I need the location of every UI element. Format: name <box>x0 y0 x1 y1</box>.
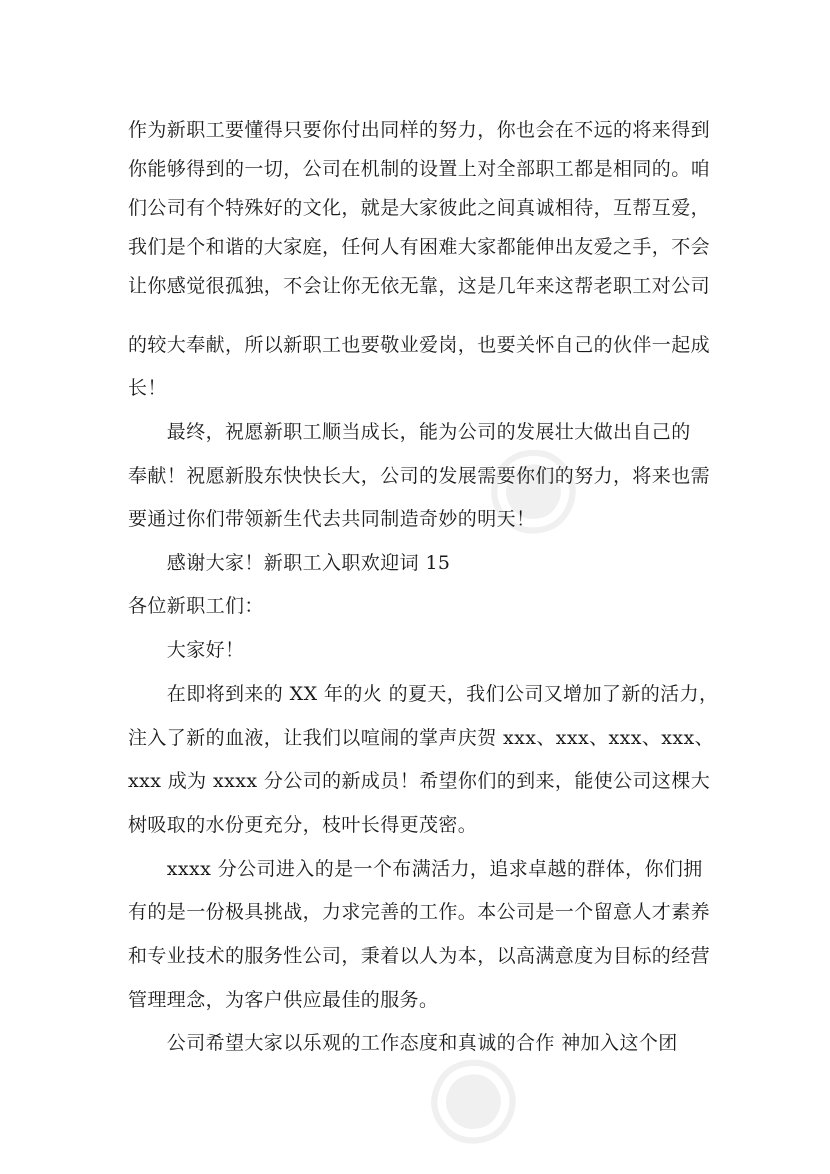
text-line: 管理理念，为客户供应最佳的服务。 <box>128 989 439 1011</box>
text-line: 各位新职工们： <box>128 595 264 617</box>
text-line: 最终，祝愿新职工顺当成长，能为公司的发展壮大做出自己的 <box>128 421 691 443</box>
text-line: xxx 成为 xxxx 分公司的新成员！希望你们的到来，能使公司这棵大 <box>128 770 711 792</box>
text-line: xxxx 分公司进入的是一个布满活力，追求卓越的群体，你们拥 <box>128 858 703 880</box>
text-line: 公司希望大家以乐观的工作态度和真诚的合作 神加入这个团 <box>128 1032 678 1054</box>
text-line: 们公司有个特殊好的文化，就是大家彼此之间真诚相待，互帮互爱， <box>128 197 711 219</box>
watermark: ◉ <box>451 404 605 564</box>
text-line: 感谢大家！新职工入职欢迎词 15 <box>128 552 451 574</box>
text-line: 奉献！祝愿新股东快快长大，公司的发展需要你们的努力，将来也需 <box>128 465 711 487</box>
text-line: 有的是一份极具挑战，力求完善的工作。本公司是一个留意人才素养 <box>128 901 711 923</box>
text-line: 注入了新的血液，让我们以喧闹的掌声庆贺 xxx、xxx、xxx、xxx、 <box>128 727 715 749</box>
text-line: 我们是个和谐的大家庭，任何人有困难大家都能伸出友爱之手，不会 <box>128 236 711 258</box>
text-line: 要通过你们带领新生代去共同制造奇妙的明天！ <box>128 508 536 530</box>
text-line: 和专业技术的服务性公司，秉着以人为本，以高满意度为目标的经营 <box>128 945 711 967</box>
text-line: 长！ <box>128 377 167 399</box>
text-line: 让你感觉很孤独，不会让你无依无靠，这是几年来这帮老职工对公司 <box>128 275 711 297</box>
text-line: 在即将到来的 XX 年的火 的夏天，我们公司又增加了新的活力， <box>128 683 719 705</box>
text-line: 树吸取的水份更充分，枝叶长得更茂密。 <box>128 814 478 836</box>
text-line: 的较大奉献，所以新职工也要敬业爱岗，也要关怀自己的伙伴一起成 <box>128 334 711 356</box>
text-line: 大家好！ <box>128 639 245 661</box>
text-line: 你能够得到的一切，公司在机制的设置上对全部职工都是相同的。咱 <box>128 158 711 180</box>
watermark: ◉ <box>391 1014 545 1174</box>
text-line: 作为新职工要懂得只要你付出同样的努力，你也会在不远的将来得到 <box>128 119 711 141</box>
